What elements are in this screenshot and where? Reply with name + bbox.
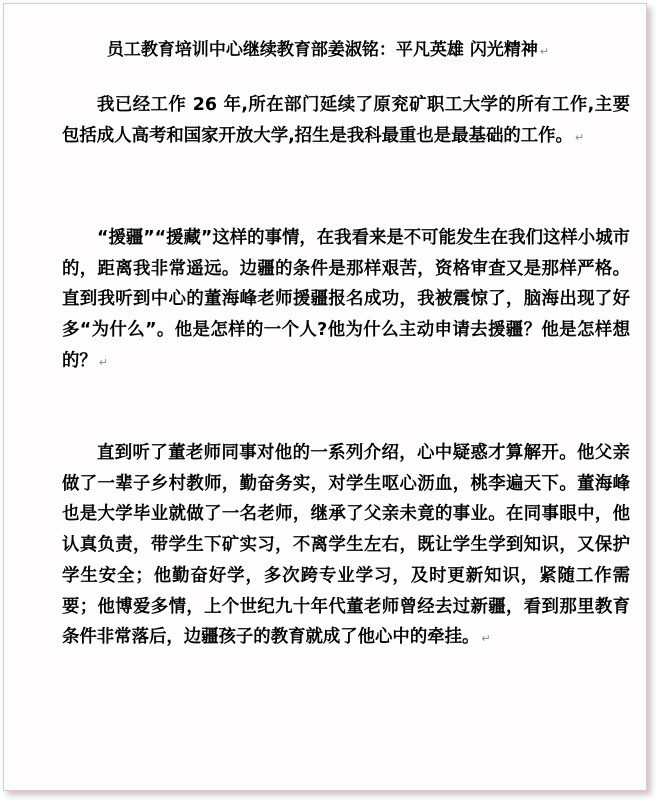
paragraph-mark-icon: ↵	[574, 130, 585, 144]
paragraph-text: “援疆”“援藏”这样的事情，在我看来是不可能发生在我们这样小城市的，距离我非常遥远。边疆的条件是那样艰苦，资格审查又是那样严格。直到我听到中心的董海峰老师援疆报名成功，我被震惊了，脑海出现了好多“为什么”。他是怎样的一个人?他为什么主动申请去援疆？他是怎样想的？	[62, 228, 630, 371]
paragraph-mark-icon: ↵	[539, 45, 550, 58]
paragraph-text: 直到听了董老师同事对他的一系列介绍，心中疑惑才算解开。他父亲做了一辈子乡村教师，勤奋务实，对学生呕心沥血，桃李遍天下。董海峰也是大学毕业就做了一名老师，继承了父亲未竟的事业。在同事眼中，他认真负责，带学生下矿实习，不离学生左右，既让学生学到知识，又保护学生安全；他勤奋好学，多次跨专业学习，及时更新知识，紧随工作需要；他博爱多情，上个世纪九十年代董老师曾经去过新疆，看到那里教育条件非常落后，边疆孩子的教育就成了他心中的牵挂。	[62, 443, 630, 648]
paragraph-text: 我已经工作 26 年,所在部门延续了原兖矿职工大学的所有工作,主要包括成人高考和国家开放大学,招生是我科最重也是最基础的工作。	[62, 95, 630, 146]
paragraph-mark-icon: ↵	[481, 632, 491, 646]
document-title	[0, 38, 656, 64]
paragraph-1	[62, 90, 630, 153]
title-text: 员工教育培训中心继续教育部姜淑铭：平凡英雄 闪光精神	[106, 40, 538, 60]
paragraph-3	[62, 438, 630, 655]
paragraph-mark-icon: ↵	[98, 355, 109, 369]
paragraph-2	[62, 223, 630, 379]
